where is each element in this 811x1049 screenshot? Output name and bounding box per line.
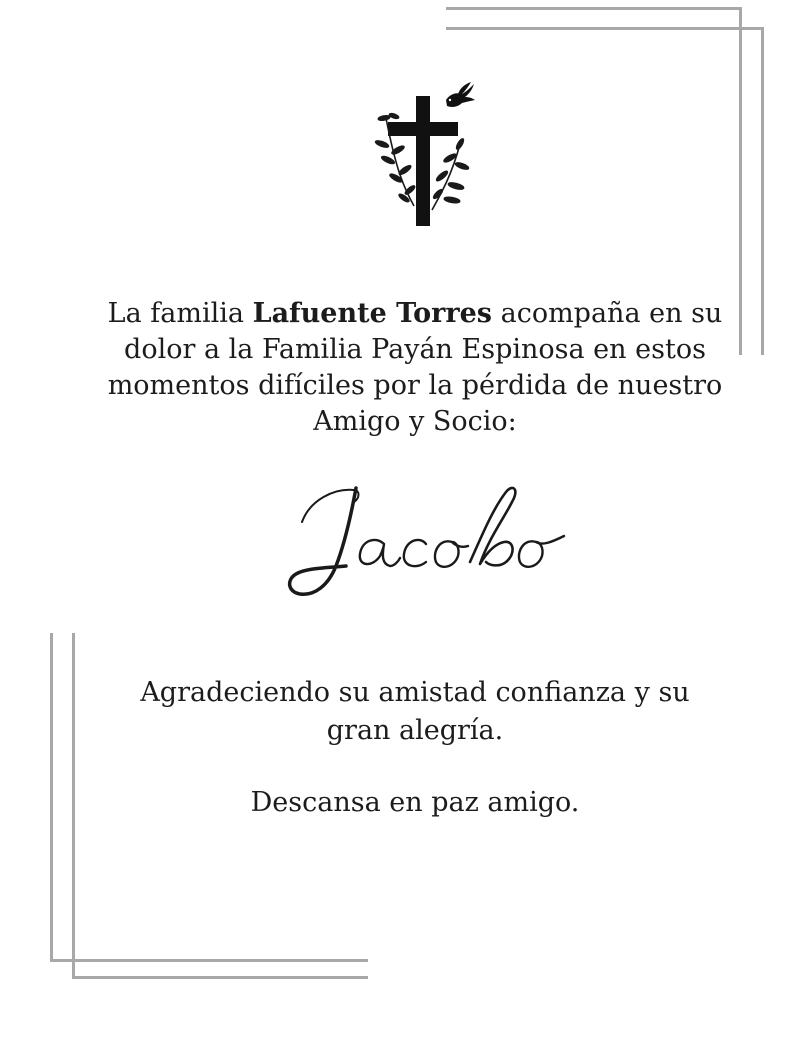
deceased-name-script [280,470,580,610]
cross-vertical-bar [416,96,430,226]
frame-left-outer-line [50,633,53,962]
frame-bottom-outer-line [50,959,368,962]
frame-top-outer-line [446,7,742,10]
condolence-message [105,296,725,440]
message-body: acompaña en su dolor a la Familia Payán Espinosa en estos momentos difíciles por la pérdida de nuestro Amigo y Socio: [107,298,723,437]
message-intro: La familia [107,298,244,329]
frame-top-inner-line [446,27,764,30]
cross-with-dove-and-olive-branch-icon [370,78,480,233]
olive-branch-right-icon [432,138,469,210]
farewell-message: Descansa en paz amigo. [250,787,580,818]
family-name: Lafuente Torres [252,298,492,329]
thanks-message: Agradeciendo su amistad confianza y su gran alegría. [140,677,690,746]
frame-right-inner-line [761,27,764,355]
frame-bottom-inner-line [72,976,368,979]
frame-right-outer-line [739,7,742,355]
frame-left-inner-line [72,633,75,979]
cross-horizontal-bar [388,122,458,136]
dove-icon [446,82,475,107]
